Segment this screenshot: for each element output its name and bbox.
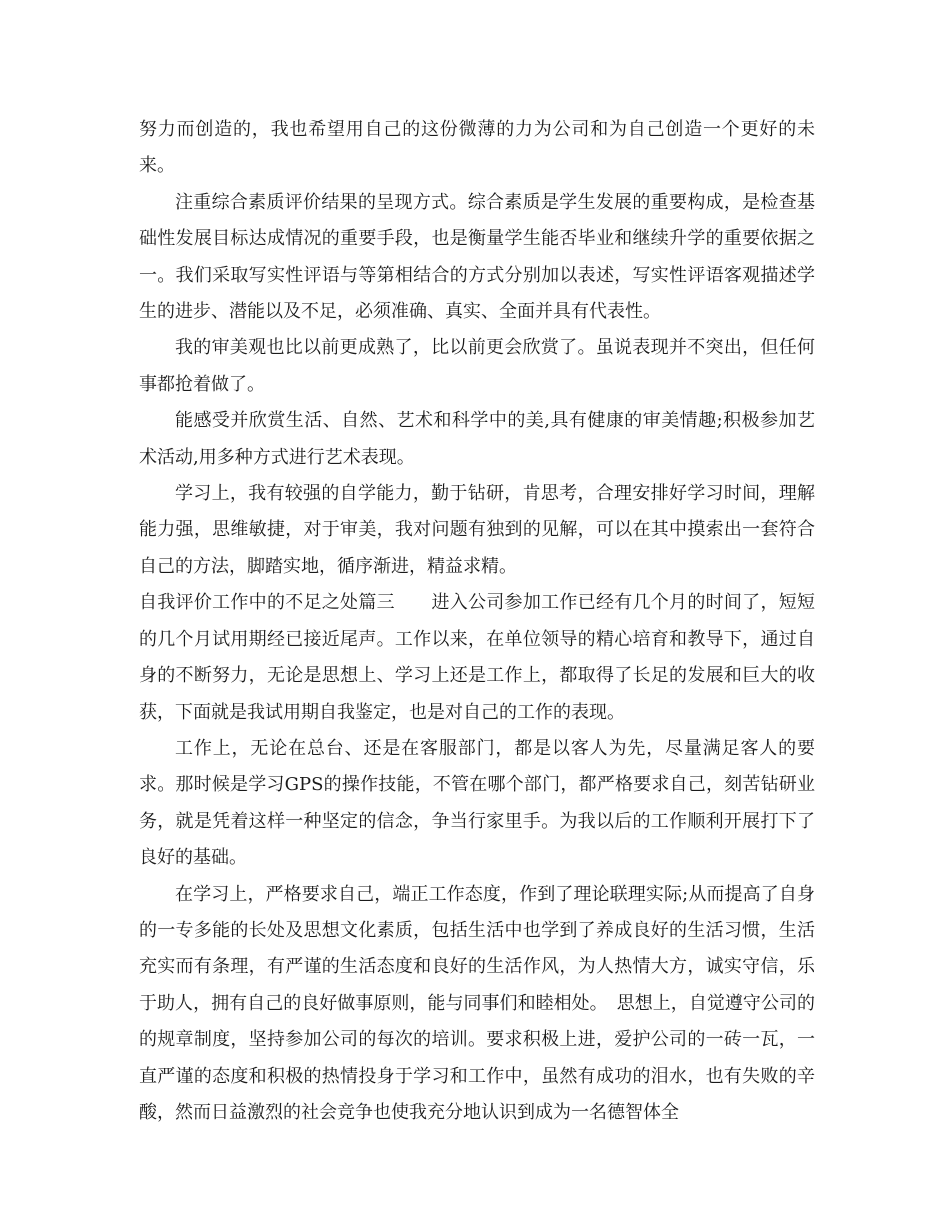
paragraph-8: 在学习上，严格要求自己，端正工作态度，作到了理论联理实际;从而提高了自身的一专多能的长处及思想文化素质，包括生活中也学到了养成良好的生活习惯，生活充实而有条理，有严谨的生活态度和良好的生活作风，为人热情大方，诚实守信，乐于助人，拥有自己的良好做事原则，能与同事们和睦相处。 思想上，自觉遵守公司的的规章制度，坚持参加公司的每次的培训。要求积极上进，爱护公司的一砖一瓦，一直严谨的态度和积极的热情投身于学习和工作中，虽然有成功的泪水，也有失败的辛酸，然而日益激烈的社会竞争也使我充分地认识到成为一名德智体全	[139, 883, 815, 1123]
paragraph-6-section-heading: 自我评价工作中的不足之处篇三 进入公司参加工作已经有几个月的时间了，短短的几个月试用期经已接近尾声。工作以来，在单位领导的精心培育和教导下，通过自身的不断努力，无论是思想上、学习上还是工作上，都取得了长足的发展和巨大的收获，下面就是我试用期自我鉴定，也是对自己的工作的表现。	[139, 592, 815, 723]
paragraph-3: 我的审美观也比以前更成熟了，比以前更会欣赏了。虽说表现并不突出，但任何事都抢着做了。	[139, 337, 815, 395]
paragraph-1: 努力而创造的，我也希望用自己的这份微薄的力为公司和为自己创造一个更好的未来。	[139, 119, 815, 177]
paragraph-2: 注重综合素质评价结果的呈现方式。综合素质是学生发展的重要构成，是检查基础性发展目标达成情况的重要手段，也是衡量学生能否毕业和继续升学的重要依据之一。我们采取写实性评语与等第相结合的方式分别加以表述，写实性评语客观描述学生的进步、潜能以及不足，必须准确、真实、全面并具有代表性。	[139, 191, 815, 323]
paragraph-7: 工作上，无论在总台、还是在客服部门，都是以客人为先，尽量满足客人的要求。那时候是学习GPS的操作技能，不管在哪个部门，都严格要求自己，刻苦钻研业务，就是凭着这样一种坚定的信念，争当行家里手。为我以后的工作顺利开展打下了良好的基础。	[139, 737, 815, 869]
paragraph-4: 能感受并欣赏生活、自然、艺术和科学中的美,具有健康的审美情趣;积极参加艺术活动,用多种方式进行艺术表现。	[139, 410, 815, 468]
paragraph-5: 学习上，我有较强的自学能力，勤于钻研，肯思考，合理安排好学习时间，理解能力强，思维敏捷，对于审美，我对问题有独到的见解，可以在其中摸索出一套符合自己的方法，脚踏实地，循序渐进，精益求精。	[139, 483, 815, 577]
document-body	[139, 112, 815, 1131]
